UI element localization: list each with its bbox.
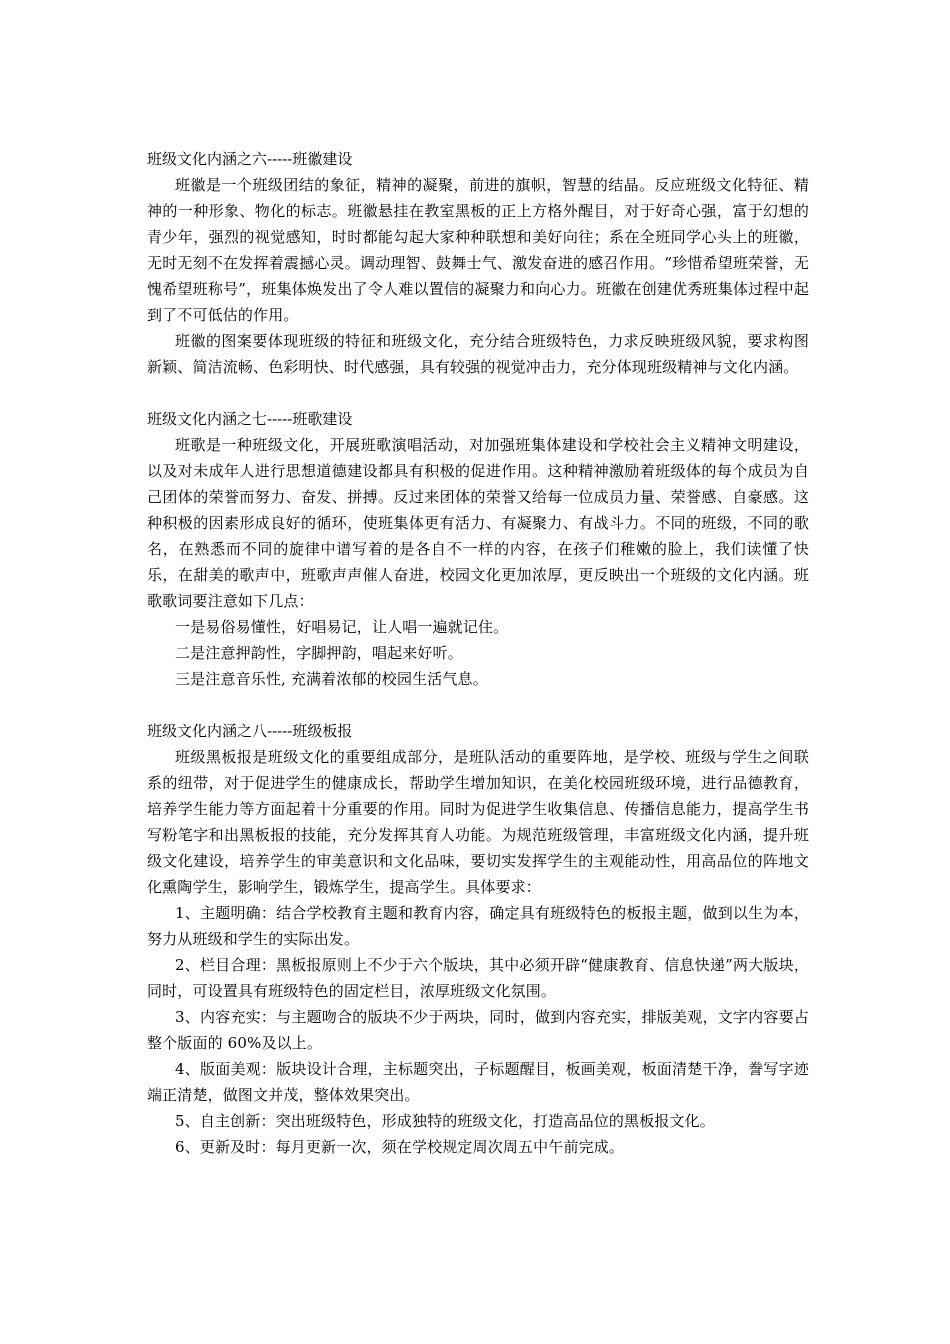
section-heading: 班级文化内涵之六-----班徽建设 (147, 150, 353, 168)
section-heading: 班级文化内涵之七-----班歌建设 (147, 410, 353, 428)
list-item: 5、自主创新：突出班级特色，形成独特的班级文化，打造高品位的黑板报文化。 (175, 1112, 715, 1130)
list-item: 三是注意音乐性, 充满着浓郁的校园生活气息。 (175, 670, 488, 688)
list-item: 3、内容充实：与主题吻合的版块不少于两块，同时，做到内容充实，排版美观，文字内容要占整个版面的 60%及以上。 (147, 1008, 809, 1052)
list-item: 1、主题明确：结合学校教育主题和教育内容，确定具有班级特色的板报主题，做到以生为本，努力从班级和学生的实际出发。 (147, 904, 809, 948)
paragraph: 班徽的图案要体现班级的特征和班级文化，充分结合班级特色，力求反映班级风貌，要求构图新颖、简洁流畅、色彩明快、时代感强，具有较强的视觉冲击力，充分体现班级精神与文化内涵。 (147, 332, 809, 376)
list-item: 一是易俗易懂性，好唱易记，让人唱一遍就记住。 (175, 618, 509, 636)
paragraph: 班徽是一个班级团结的象征，精神的凝聚，前进的旗帜，智慧的结晶。反应班级文化特征、精神的一种形象、物化的标志。班徽悬挂在教室黑板的正上方格外醒目，对于好奇心强，富于幻想的青少年，强烈的视觉感知，时时都能勾起大家种种联想和美好向往；系在全班同学心头上的班徽，无时无刻不在发挥着震撼心灵。调动理智、鼓舞士气、激发奋进的感召作用。“珍惜希望班荣誉，无愧希望班称号”，班集体焕发出了令人难以置信的凝聚力和向心力。班徽在创建优秀班集体过程中起到了不可低估的作用。 (147, 176, 809, 324)
section-class-song (147, 406, 809, 692)
list-item: 2、栏目合理：黑板报原则上不少于六个版块，其中必须开辟“健康教育、信息快递”两大版块，同时，可设置具有班级特色的固定栏目，浓厚班级文化氛围。 (147, 956, 809, 1000)
document-page (147, 146, 809, 1160)
section-heading: 班级文化内涵之八-----班级板报 (147, 722, 353, 740)
section-class-badge (147, 146, 809, 380)
paragraph: 班级黑板报是班级文化的重要组成部分，是班队活动的重要阵地，是学校、班级与学生之间联系的纽带，对于促进学生的健康成长，帮助学生增加知识，在美化校园班级环境，进行品德教育，培养学生能力等方面起着十分重要的作用。同时为促进学生收集信息、传播信息能力，提高学生书写粉笔字和出黑板报的技能，充分发挥其育人功能。为规范班级管理，丰富班级文化内涵，提升班级文化建设，培养学生的审美意识和文化品味，要切实发挥学生的主观能动性，用高品位的阵地文化熏陶学生，影响学生，锻炼学生，提高学生。具体要求： (147, 748, 809, 896)
section-class-blackboard (147, 718, 809, 1160)
list-item: 6、更新及时：每月更新一次，须在学校规定周次周五中午前完成。 (175, 1138, 625, 1156)
list-item: 4、版面美观：版块设计合理，主标题突出，子标题醒目，板画美观，板面清楚干净，誊写字迹端正清楚，做图文并茂，整体效果突出。 (147, 1060, 809, 1104)
paragraph: 班歌是一种班级文化，开展班歌演唱活动，对加强班集体建设和学校社会主义精神文明建设，以及对未成年人进行思想道德建设都具有积极的促进作用。这种精神激励着班级体的每个成员为自己团体的荣誉而努力、奋发、拼搏。反过来团体的荣誉又给每一位成员力量、荣誉感、自豪感。这种积极的因素形成良好的循环，使班集体更有活力、有凝聚力、有战斗力。不同的班级，不同的歌名，在熟悉而不同的旋律中谱写着的是各自不一样的内容，在孩子们稚嫩的脸上，我们读懂了快乐，在甜美的歌声中，班歌声声催人奋进，校园文化更加浓厚，更反映出一个班级的文化内涵。班歌歌词要注意如下几点： (147, 436, 809, 610)
list-item: 二是注意押韵性，字脚押韵，唱起来好听。 (175, 644, 463, 662)
